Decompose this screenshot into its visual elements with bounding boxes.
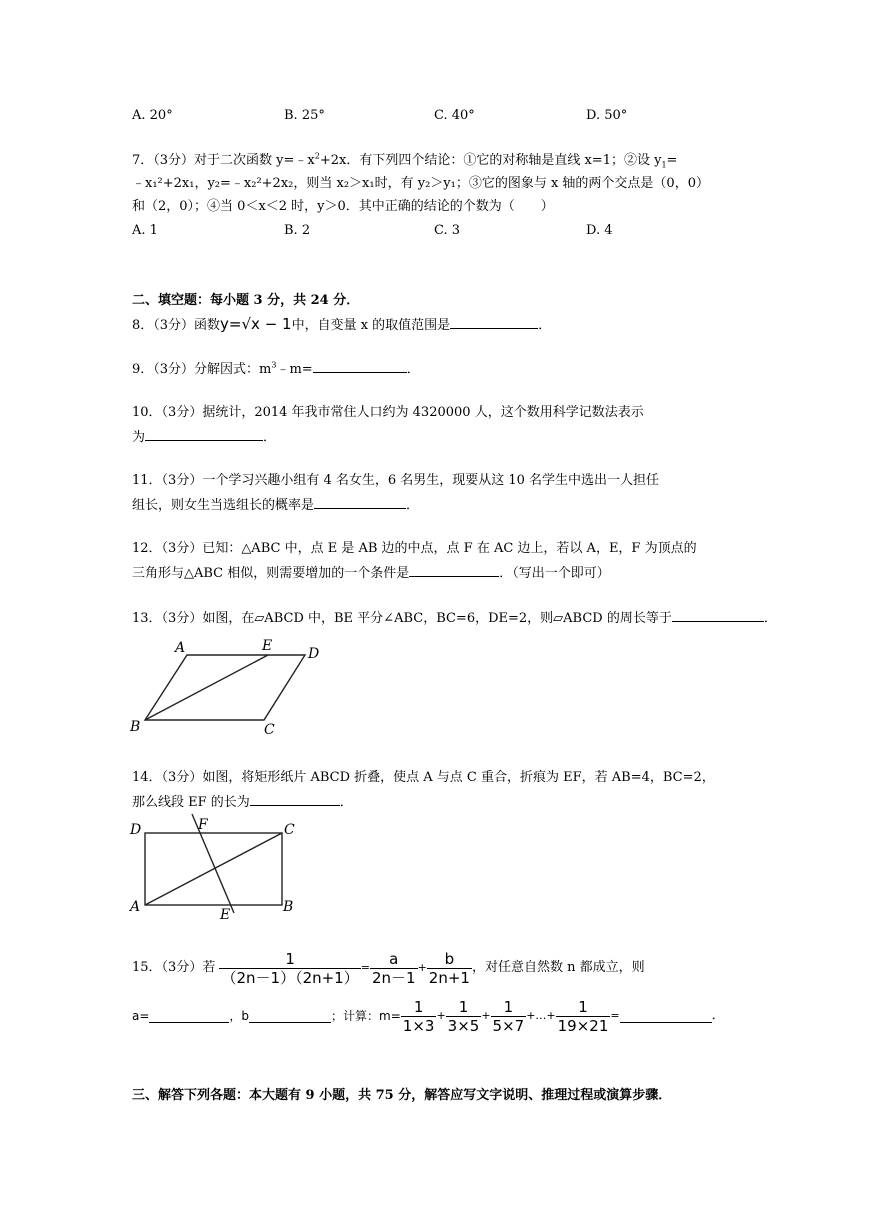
q7-option-c: C. 3 bbox=[434, 223, 461, 238]
label-c: C bbox=[264, 722, 275, 738]
q15-t1-denominator: 1×3 bbox=[402, 1016, 435, 1035]
q15-plus-1: + bbox=[436, 1009, 446, 1022]
q15-term-2 bbox=[446, 998, 482, 1035]
q15-m-answer-blank[interactable] bbox=[620, 1010, 712, 1023]
q15-fraction-2 bbox=[370, 950, 418, 987]
q15-line-1 bbox=[132, 948, 645, 989]
q13-answer-blank[interactable] bbox=[672, 609, 764, 622]
q11-line2-text: 组长，则女生当选组长的概率是 bbox=[132, 498, 315, 513]
q8-tail: 中，自变量 x 的取值范围是 bbox=[291, 318, 451, 333]
label-e: E bbox=[262, 638, 273, 654]
q6-option-d: D. 50° bbox=[586, 108, 628, 123]
diagonal-ac bbox=[145, 833, 282, 905]
q10-line-1: 10．（3分）据统计，2014 年我市常住人口约为 4320000 人，这个数用科学记数法表示 bbox=[132, 405, 644, 420]
q15-b-answer-blank[interactable] bbox=[249, 1010, 331, 1023]
q14-end: ． bbox=[339, 795, 353, 810]
q10-end: ． bbox=[263, 430, 277, 445]
q15-f2-numerator: a bbox=[370, 950, 418, 969]
q15-head: 15．（3分）若 bbox=[132, 960, 216, 975]
q14-answer-blank[interactable] bbox=[250, 793, 340, 806]
q8-formula: y=√x − 1 bbox=[220, 315, 292, 333]
q15-f1-numerator: 1 bbox=[219, 950, 360, 969]
q15-f2-denominator: 2n－1 bbox=[371, 968, 416, 987]
q9-end: ． bbox=[406, 362, 420, 377]
q15-b-label: ，b bbox=[229, 1009, 250, 1023]
label-c: C bbox=[284, 822, 295, 838]
section-2-heading: 二、填空题：每小题 3 分，共 24 分． bbox=[132, 293, 360, 308]
q14-line2-text: 那么线段 EF 的长为 bbox=[132, 795, 250, 810]
label-a: A bbox=[130, 899, 141, 915]
q15-term-3 bbox=[491, 998, 527, 1035]
q15-a-label: a= bbox=[132, 1009, 150, 1023]
parallelogram-abcd bbox=[145, 655, 305, 720]
q12-answer-blank[interactable] bbox=[409, 564, 499, 577]
q15-line-2 bbox=[132, 996, 725, 1037]
label-f: F bbox=[198, 817, 208, 833]
q9-answer-blank[interactable] bbox=[313, 360, 407, 373]
label-a: A bbox=[175, 640, 186, 656]
q10-line-2 bbox=[132, 428, 276, 446]
q11-end: ． bbox=[406, 498, 420, 513]
q11-line-2 bbox=[132, 496, 419, 514]
q15-ellipsis: +…+ bbox=[526, 1009, 556, 1022]
q12-line2-text: 三角形与△ABC 相似，则需要增加的一个条件是 bbox=[132, 566, 410, 581]
q12-end: ．（写出一个即可） bbox=[499, 566, 610, 581]
q7-line-2: ﹣x₁²+2x₁，y₂=﹣x₂²+2x₂，则当 x₂＞x₁时，有 y₂＞y₁；③它的图象与 x 轴的两个交点是（0，0） bbox=[132, 176, 709, 191]
q8-end: ． bbox=[538, 318, 552, 333]
label-b: B bbox=[130, 719, 141, 735]
q15-equals: = bbox=[360, 961, 370, 974]
q15-t3-denominator: 5×7 bbox=[492, 1016, 525, 1035]
q7-line1-sub: 1 bbox=[661, 160, 667, 170]
q14-line-2 bbox=[132, 793, 353, 811]
q6-option-a: A. 20° bbox=[132, 108, 173, 123]
q15-t4-denominator: 19×21 bbox=[557, 1016, 609, 1035]
q7-line1-sup: 2 bbox=[314, 151, 320, 161]
q15-plus-2: + bbox=[481, 1009, 491, 1022]
q12-line-2 bbox=[132, 564, 610, 582]
q15-t4-numerator: 1 bbox=[556, 998, 611, 1017]
q15-end: ． bbox=[711, 1008, 725, 1023]
q15-t2-numerator: 1 bbox=[446, 998, 482, 1017]
q7-line-1 bbox=[132, 153, 677, 169]
q7-line1-tail: +2x．有下列四个结论：①它的对称轴是直线 x=1；②设 y bbox=[319, 153, 662, 168]
q9 bbox=[132, 360, 420, 378]
q15-term-4 bbox=[556, 998, 611, 1035]
q10-answer-blank[interactable] bbox=[145, 428, 263, 441]
q6-option-c: C. 40° bbox=[434, 108, 475, 123]
q13-end: ． bbox=[763, 611, 777, 626]
q8-head: 8．（3分）函数 bbox=[132, 318, 221, 333]
q9-sup: 3 bbox=[271, 360, 277, 370]
q7-line1-end: = bbox=[666, 153, 678, 168]
label-b: B bbox=[283, 899, 294, 915]
q15-term-1 bbox=[401, 998, 437, 1035]
q9-tail: ﹣m= bbox=[276, 362, 313, 377]
label-e: E bbox=[220, 907, 231, 923]
q13 bbox=[132, 609, 777, 627]
figure-13-parallelogram bbox=[125, 636, 345, 740]
q11-answer-blank[interactable] bbox=[314, 496, 406, 509]
q14-line-1: 14．（3分）如图，将矩形纸片 ABCD 折叠，使点 A 与点 C 重合，折痕为 EF，若 AB=4，BC=2， bbox=[132, 770, 715, 785]
q13-text: 13．（3分）如图，在▱ABCD 中，BE 平分∠ABC，BC=6，DE=2，则▱ABCD 的周长等于 bbox=[132, 611, 672, 626]
q12-line-1: 12．（3分）已知：△ABC 中，点 E 是 AB 边的中点，点 F 在 AC 边上，若以 A，E，F 为顶点的 bbox=[132, 541, 697, 556]
q15-f3-numerator: b bbox=[427, 950, 472, 969]
q15-fraction-3 bbox=[427, 950, 472, 987]
q15-fraction-1 bbox=[219, 950, 360, 987]
q7-line1-head: 7．（3分）对于二次函数 y=﹣x bbox=[132, 153, 315, 168]
q15-plus: + bbox=[417, 961, 427, 974]
q15-t3-numerator: 1 bbox=[491, 998, 527, 1017]
q15-calc-label: ；计算：m= bbox=[331, 1009, 401, 1023]
q15-t2-denominator: 3×5 bbox=[447, 1016, 480, 1035]
q6-option-b: B. 25° bbox=[284, 108, 325, 123]
q7-option-b: B. 2 bbox=[284, 223, 311, 238]
section-3-heading: 三、解答下列各题：本大题有 9 小题，共 75 分，解答应写文字说明、推理过程或演算步骤． bbox=[132, 1088, 672, 1103]
q10-line2-text: 为 bbox=[132, 430, 146, 445]
q7-option-a: A. 1 bbox=[132, 223, 158, 238]
q7-line-3: 和（2，0）；④当 0＜x＜2 时，y＞0．其中正确的结论的个数为（ ） bbox=[132, 199, 554, 214]
q15-f1-denominator: （2n－1）（2n+1） bbox=[221, 968, 359, 987]
figure-14-rectangle bbox=[125, 812, 315, 924]
q15-tail: ，对任意自然数 n 都成立，则 bbox=[471, 960, 645, 975]
q8 bbox=[132, 316, 551, 334]
label-d: D bbox=[130, 822, 142, 838]
q15-f3-denominator: 2n+1 bbox=[428, 968, 470, 987]
q7-option-d: D. 4 bbox=[586, 223, 613, 238]
q15-a-answer-blank[interactable] bbox=[149, 1010, 229, 1023]
q15-equals-2: = bbox=[610, 1009, 620, 1022]
q9-head: 9．（3分）分解因式：m bbox=[132, 362, 272, 377]
segment-be bbox=[145, 655, 268, 720]
q15-t1-numerator: 1 bbox=[401, 998, 437, 1017]
q8-answer-blank[interactable] bbox=[450, 316, 538, 329]
q11-line-1: 11．（3分）一个学习兴趣小组有 4 名女生，6 名男生，现要从这 10 名学生中选出一人担任 bbox=[132, 473, 660, 488]
label-d: D bbox=[308, 646, 320, 662]
